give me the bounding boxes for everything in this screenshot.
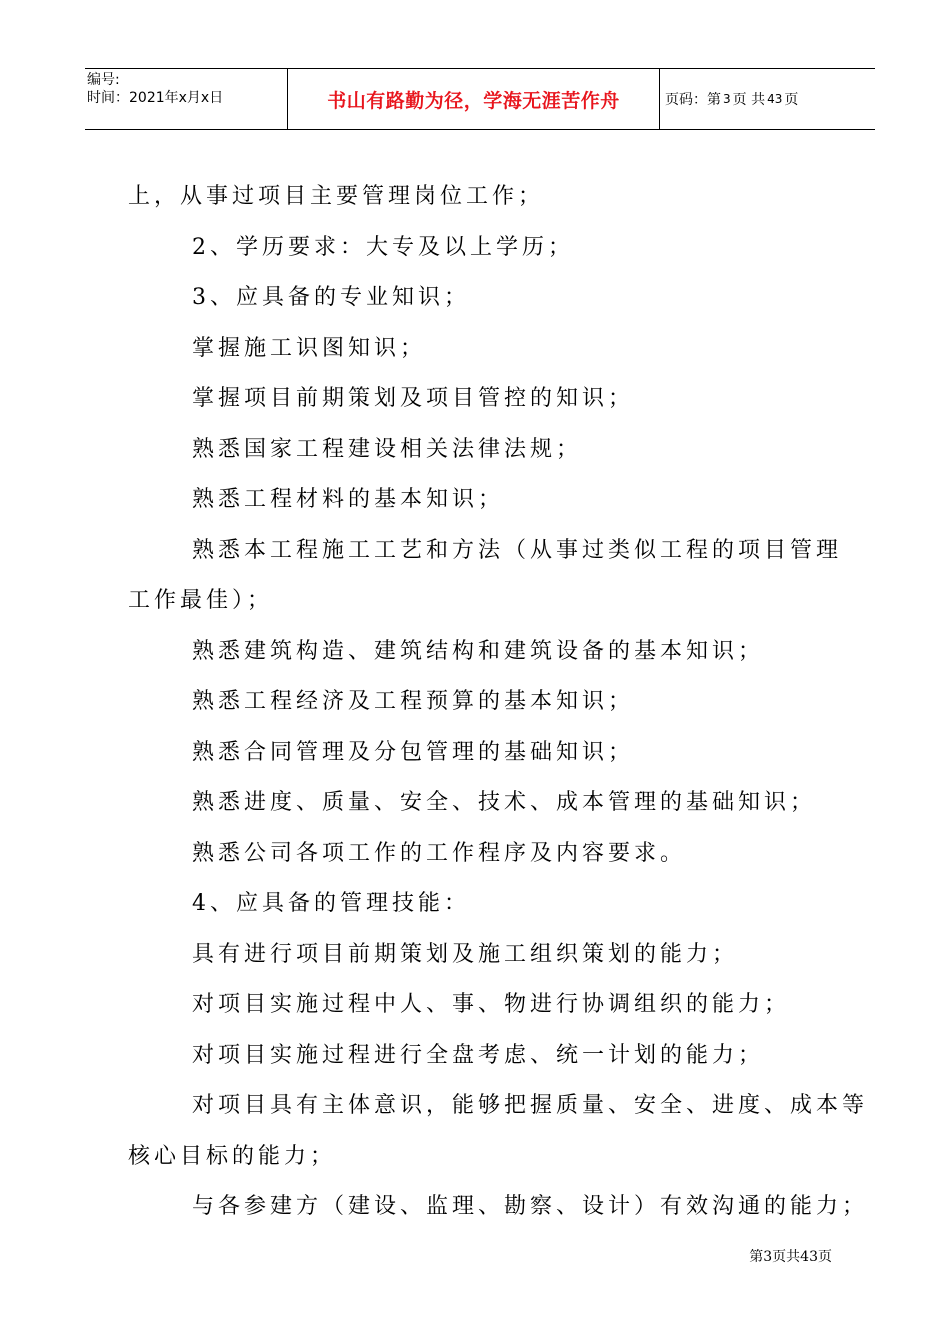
paragraph-line: 与各参建方（建设、监理、勘察、设计）有效沟通的能力； [192, 1194, 869, 1219]
header-time-label: 时间：2021年x月x日 [87, 90, 224, 106]
paragraph-line: 掌握施工识图知识； [192, 335, 427, 361]
paragraph-line: 熟悉合同管理及分包管理的基础知识； [192, 739, 635, 765]
header-slogan: 书山有路勤为径，学海无涯苦作舟 [327, 89, 620, 112]
paragraph-line: 具有进行项目前期策划及施工组织策划的能力； [192, 941, 739, 967]
paragraph-line: 2、学历要求：大专及以上学历； [192, 234, 574, 260]
page-header [85, 68, 875, 130]
paragraph-line: 熟悉工程材料的基本知识； [192, 487, 505, 512]
paragraph-line: 熟悉国家工程建设相关法律法规； [192, 436, 583, 462]
paragraph-line: 4、应具备的管理技能： [192, 891, 470, 916]
paragraph-line: 对项目实施过程中人、事、物进行协调组织的能力； [192, 992, 791, 1017]
header-meta [87, 71, 285, 107]
header-page-prefix: 页码：第 [665, 92, 721, 108]
paragraph-line: 核心目标的能力； [128, 1143, 337, 1169]
header-divider-right [659, 69, 660, 129]
paragraph-line: 上，从事过项目主要管理岗位工作； [128, 184, 545, 209]
paragraph-line: 工作最佳）； [128, 588, 274, 613]
header-number-label: 编号: [87, 72, 120, 88]
paragraph-line: 掌握项目前期策划及项目管控的知识； [192, 386, 635, 411]
page-footer: 第3页共43页 [749, 1249, 832, 1265]
header-page-total: 43 [767, 92, 783, 106]
paragraph-line: 熟悉工程经济及工程预算的基本知识； [192, 689, 635, 714]
paragraph-line: 熟悉建筑构造、建筑结构和建筑设备的基本知识； [192, 638, 765, 664]
header-page-middle: 页 共 [732, 92, 766, 108]
header-page-number [665, 69, 873, 129]
paragraph-line: 熟悉公司各项工作的工作程序及内容要求。 [192, 840, 687, 866]
paragraph-line: 3、应具备的专业知识； [192, 285, 470, 310]
paragraph-line: 熟悉进度、质量、安全、技术、成本管理的基础知识； [192, 790, 817, 815]
paragraph-line: 熟悉本工程施工工艺和方法（从事过类似工程的项目管理 [192, 537, 843, 563]
document-body [128, 172, 869, 1233]
header-page-current: 3 [723, 92, 731, 106]
header-page-suffix: 页 [784, 92, 799, 108]
paragraph-line: 对项目实施过程进行全盘考虑、统一计划的能力； [192, 1042, 765, 1068]
paragraph-line: 对项目具有主体意识，能够把握质量、安全、进度、成本等 [192, 1093, 869, 1118]
